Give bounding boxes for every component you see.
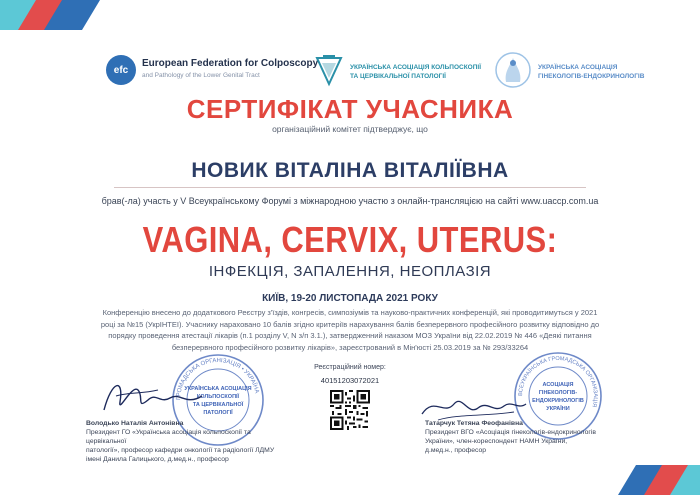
stamp-right-line4: УКРАЇНИ	[546, 406, 570, 412]
stamp-right-ring-text: ВСЕУКРАЇНСЬКА ГРОМАДСЬКА ОРГАНІЗАЦІЯ	[517, 355, 599, 408]
signatory-right	[425, 419, 625, 455]
uage-name-line2: ГІНЕКОЛОГІВ-ЕНДОКРИНОЛОГІВ	[538, 73, 645, 80]
event-date-place: КИЇВ, 19-20 ЛИСТОПАДА 2021 РОКУ	[262, 293, 438, 304]
signatory-left	[86, 419, 286, 464]
certificate-subtitle: організаційний комітет підтверджує, що	[272, 124, 428, 134]
uaccp-name	[350, 63, 481, 81]
uage-name-line1: УКРАЇНСЬКА АСОЦІАЦІЯ	[538, 64, 618, 71]
participant-name: НОВИК ВІТАЛІНА ВІТАЛІЇВНА	[191, 159, 509, 182]
signatory-left-line1: Президент ГО «Українська асоціація кольпоскопії та цервікальної	[86, 429, 251, 445]
divider	[114, 187, 586, 188]
signatory-left-line2: патології», професор кафедри онкології та радіології ЛДМУ	[86, 447, 275, 454]
registration-number: 40151203072021	[320, 376, 380, 385]
corner-ribbon-bottom-right	[580, 465, 700, 495]
participation-text: брав(-ла) участь у V Всеукраїнському Форумі з міжнародною участю з онлайн-трансляцією на сайті www.uaccp.com.ua	[101, 196, 599, 206]
accreditation-paragraph: Конференцію внесено до додаткового Реєстру з'їздів, конгресів, симпозіумів та науково-практичних конференцій, які проводитимуться у 2021 році за №15 (УкрІНТЕІ). Учаснику нараховано 10 балів згідно критеріїв нарахування балів безперервного професійного розвитку відповідно до порядку проведення атестації лікарів (п.1 розділу V, N з/п 3.1.), затвердженний наказом МОЗ України від 22.02.2019 № 446 «Деякі питання безперервного професійного розвитку лікарів», зареєстрований в Мін'юсті 25.03.2019 за № 293/33264	[100, 308, 600, 352]
stamp-left-line1: УКРАЇНСЬКА АСОЦІАЦІЯ	[184, 386, 252, 392]
stamp-left-ring-text: ГРОМАДСЬКА ОРГАНІЗАЦІЯ • УКРАЇНА	[175, 357, 260, 401]
signatory-left-line3: імені Данила Галицького, д.мед.н., професор	[86, 456, 229, 463]
uaccp-logo-icon	[314, 54, 344, 90]
efc-name: European Federation for Colposcopy	[142, 58, 319, 69]
certificate-title: СЕРТИФІКАТ УЧАСНИКА	[186, 94, 514, 124]
stamp-left-line3: ТА ЦЕРВІКАЛЬНОЇ	[192, 402, 244, 408]
efc-subtitle: and Pathology of the Lower Genital Tract	[142, 72, 260, 79]
stamp-left-line2: КОЛЬПОСКОПІЇ	[196, 394, 240, 400]
stamp-left-line4: ПАТОЛОГІЇ	[203, 410, 233, 416]
corner-ribbon-top-left	[0, 0, 120, 30]
uage-logo-icon	[494, 50, 532, 90]
efc-logo: efc	[106, 55, 136, 85]
event-title: VAGINA, CERVIX, UTERUS:	[142, 219, 558, 260]
qr-code-icon	[330, 390, 370, 430]
uaccp-name-line1: УКРАЇНСЬКА АСОЦІАЦІЯ КОЛЬПОСКОПІЇ	[350, 64, 481, 71]
signatory-right-line1: Президент ВГО «Асоціація гінекологів-ендокринологів	[425, 429, 596, 436]
signatory-right-line2: України», член-кореспондент НАМН України,	[425, 438, 568, 445]
stamp-right-line3: ЕНДОКРИНОЛОГІВ	[532, 398, 584, 404]
signature-left	[98, 370, 208, 420]
uaccp-name-line2: ТА ЦЕРВІКАЛЬНОЇ ПАТОЛОГІЇ	[350, 73, 446, 80]
uage-name	[538, 63, 644, 81]
stamp-right-line2: ГІНЕКОЛОГІВ-	[538, 390, 578, 396]
registration-label: Реєстраційний номер:	[314, 364, 386, 371]
stamp-right-line1: АСОЦІАЦІЯ	[542, 382, 574, 388]
event-subtitle: ІНФЕКЦІЯ, ЗАПАЛЕННЯ, НЕОПЛАЗІЯ	[208, 263, 492, 280]
signatory-left-name: Володько Наталія Антонівна	[86, 420, 184, 427]
signatory-right-line3: д.мед.н., професор	[425, 447, 487, 454]
signatory-right-name: Татарчук Тетяна Феофанівна	[425, 420, 523, 427]
